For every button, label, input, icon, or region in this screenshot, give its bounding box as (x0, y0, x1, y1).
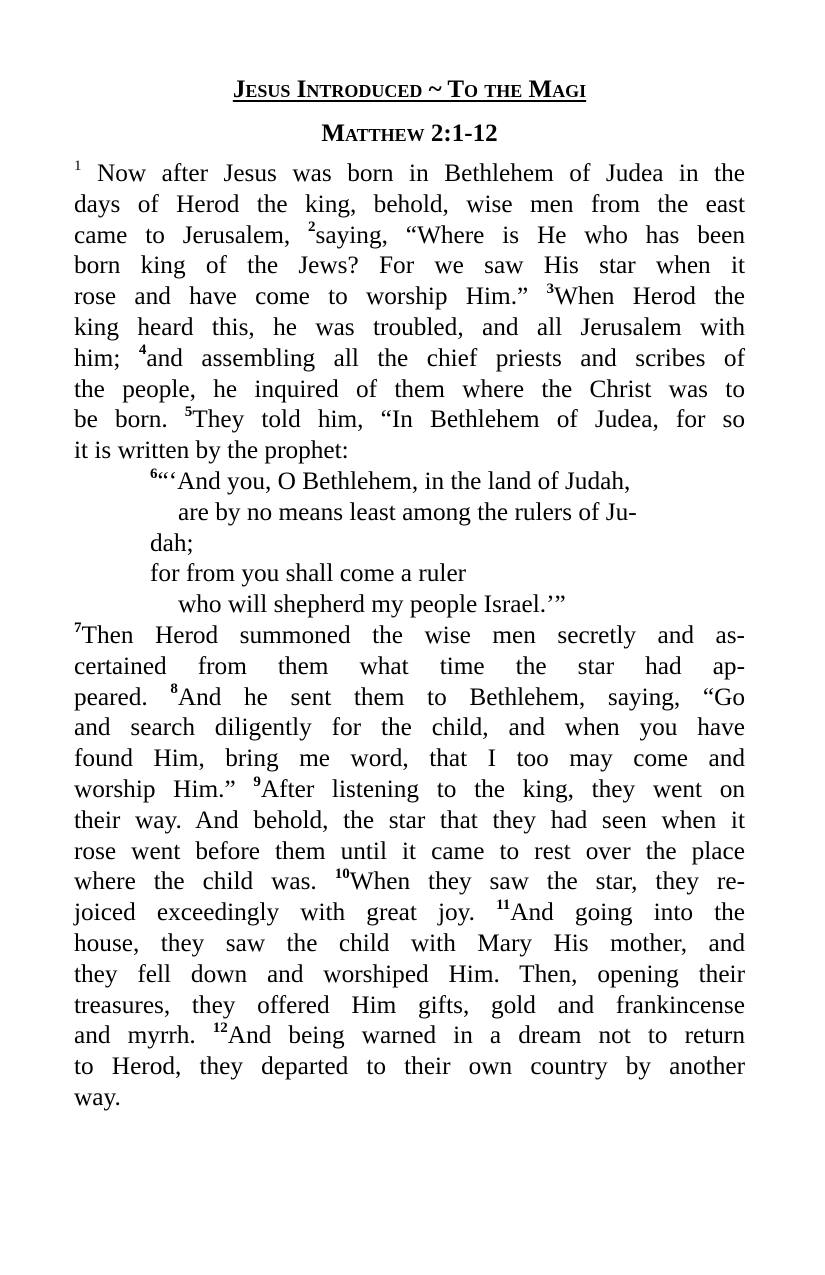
verse-number: 8 (170, 681, 178, 698)
text-line: treasures, they offered Him gifts, gold and frankincense (74, 990, 745, 1019)
text-line: certained from them what time the star had ap- (74, 651, 745, 680)
poem-line: dah; (150, 528, 194, 557)
prophecy-quote (74, 466, 745, 620)
text-line: be born. $^5$They told him, “In Bethlehem of Judea, for so (74, 403, 745, 434)
verse-number: 6 (150, 465, 158, 482)
verse-number: 10 (334, 865, 350, 882)
text-line: house, they saw the child with Mary His mother, and (74, 928, 745, 957)
text-line: the people, he inquired of them where the Christ was to (74, 374, 745, 403)
text-line: they fell down and worshiped Him. Then, opening their (74, 959, 745, 988)
verse-number: 9 (253, 773, 261, 790)
verse-number: 2 (308, 219, 316, 236)
verse-number: 3 (546, 280, 555, 297)
poem-line: $^6$“‘And you, O Bethlehem, in the land of Judah, (150, 465, 631, 495)
passage-text (74, 158, 745, 1113)
text-line: rose went before them until it came to rest over the place (74, 836, 745, 865)
poem-line: who will shepherd my people Israel.’” (178, 590, 566, 619)
text-line: joiced exceedingly with great joy. $^{11}$And going into the (74, 896, 746, 927)
page-title: Jesus Introduced ~ To the Magi (232, 76, 587, 103)
text-line: days of Herod the king, behold, wise men from the east (74, 189, 745, 218)
text-line: to Herod, they departed to their own country by another (74, 1052, 745, 1081)
text-line: found Him, bring me word, that I too may come and (74, 744, 745, 773)
text-line: king heard this, he was troubled, and all Jerusalem with (74, 312, 745, 341)
verse-number: 5 (184, 403, 193, 420)
text-line: peared. $^8$And he sent them to Bethlehem, saying, “Go (74, 681, 745, 711)
verse-number: 12 (212, 1019, 228, 1036)
text-line: came to Jerusalem, $^2$saying, “Where is He who has been (74, 219, 745, 249)
poem-line: are by no means least among the rulers of Ju- (178, 497, 637, 526)
verse-number: 1 (74, 157, 82, 174)
text-line: $^7$Then Herod summoned the wise men secretly and as- (74, 619, 745, 649)
text-line: their way. And behold, the star that they had seen when it (74, 805, 745, 834)
scripture-reference: Matthew 2:1-12 (321, 120, 498, 147)
text-line: and search diligently for the child, and when you have (74, 713, 745, 742)
document-page (74, 72, 745, 1113)
poem-line: for from you shall come a ruler (150, 559, 467, 588)
verse-number: 4 (138, 342, 147, 359)
text-line: where the child was. $^{10}$When they saw the star, they re- (74, 865, 745, 896)
text-line: born king of the Jews? For we saw His star when it (74, 251, 745, 280)
text-line: $^1$ Now after Jesus was born in Bethlehem of Judea in the (74, 157, 746, 187)
text-line: way. (74, 1082, 121, 1111)
verse-number: 7 (74, 619, 82, 636)
text-line: rose and have come to worship Him.” $^3$When Herod the (74, 280, 745, 311)
text-line: it is written by the prophet: (74, 436, 349, 465)
text-line: worship Him.” $^9$After listening to the king, they went on (74, 773, 745, 803)
verse-number: 11 (496, 896, 511, 913)
text-line: and myrrh. $^{12}$And being warned in a dream not to return (74, 1019, 745, 1050)
text-line: him; $^4$and assembling all the chief priests and scribes of (74, 342, 746, 372)
